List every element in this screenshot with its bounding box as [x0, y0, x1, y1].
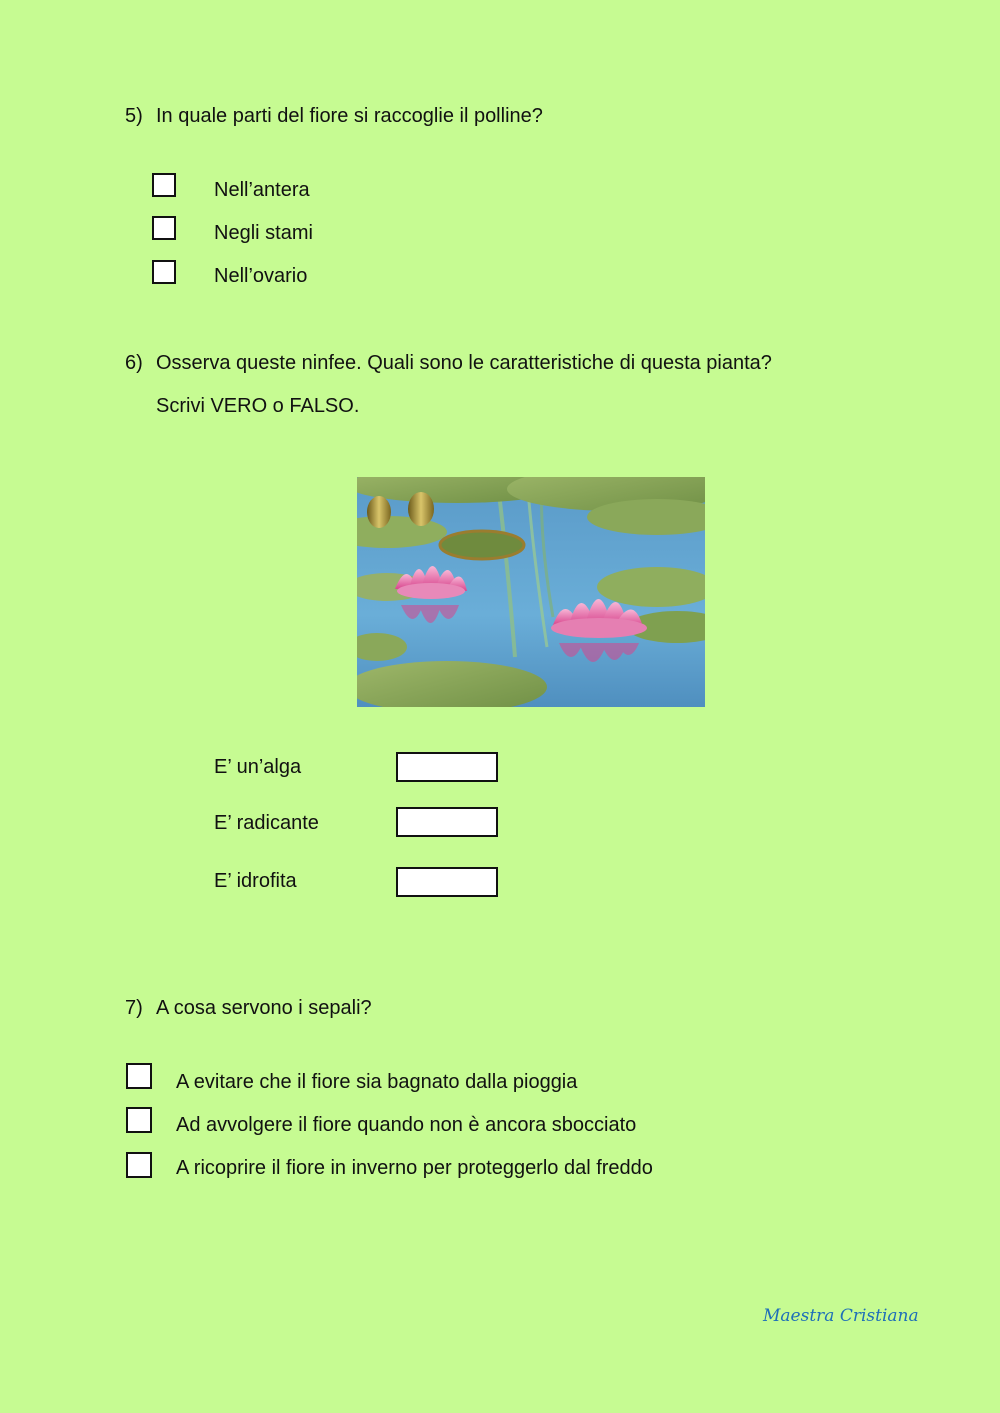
checkbox[interactable] [152, 260, 176, 284]
question-7-title [125, 996, 372, 1020]
option-label: Nell’ovario [214, 265, 308, 287]
question-number: 7) [125, 997, 143, 1019]
question-6-instruction: Scrivi VERO o FALSO. [156, 395, 360, 417]
statement-1: E’ un’alga [214, 756, 302, 778]
question-5-title [125, 104, 543, 128]
answer-field-2[interactable] [396, 807, 498, 837]
checkbox[interactable] [126, 1107, 152, 1133]
option-label: A ricoprire il fiore in inverno per proteggerlo dal freddo [176, 1157, 653, 1179]
statement-2: E’ radicante [214, 812, 319, 834]
option-label: A evitare che il fiore sia bagnato dalla pioggia [176, 1071, 578, 1093]
question-text: In quale parti del fiore si raccoglie il polline? [156, 105, 543, 127]
answer-field-3[interactable] [396, 867, 498, 897]
water-lily-photo [357, 477, 705, 707]
answer-field-1[interactable] [396, 752, 498, 782]
question-text: Osserva queste ninfee. Quali sono le caratteristiche di questa pianta? [156, 352, 772, 374]
signature: Maestra Cristiana [763, 1306, 919, 1326]
question-text: A cosa servono i sepali? [156, 997, 372, 1019]
question-6-title [125, 351, 772, 375]
option-label: Nell’antera [214, 179, 310, 201]
option-label: Ad avvolgere il fiore quando non è ancora sbocciato [176, 1114, 637, 1136]
question-number: 5) [125, 105, 143, 127]
checkbox[interactable] [126, 1152, 152, 1178]
checkbox[interactable] [152, 216, 176, 240]
question-number: 6) [125, 352, 143, 374]
checkbox[interactable] [152, 173, 176, 197]
checkbox[interactable] [126, 1063, 152, 1089]
statement-3: E’ idrofita [214, 870, 297, 892]
option-label: Negli stami [214, 222, 313, 244]
